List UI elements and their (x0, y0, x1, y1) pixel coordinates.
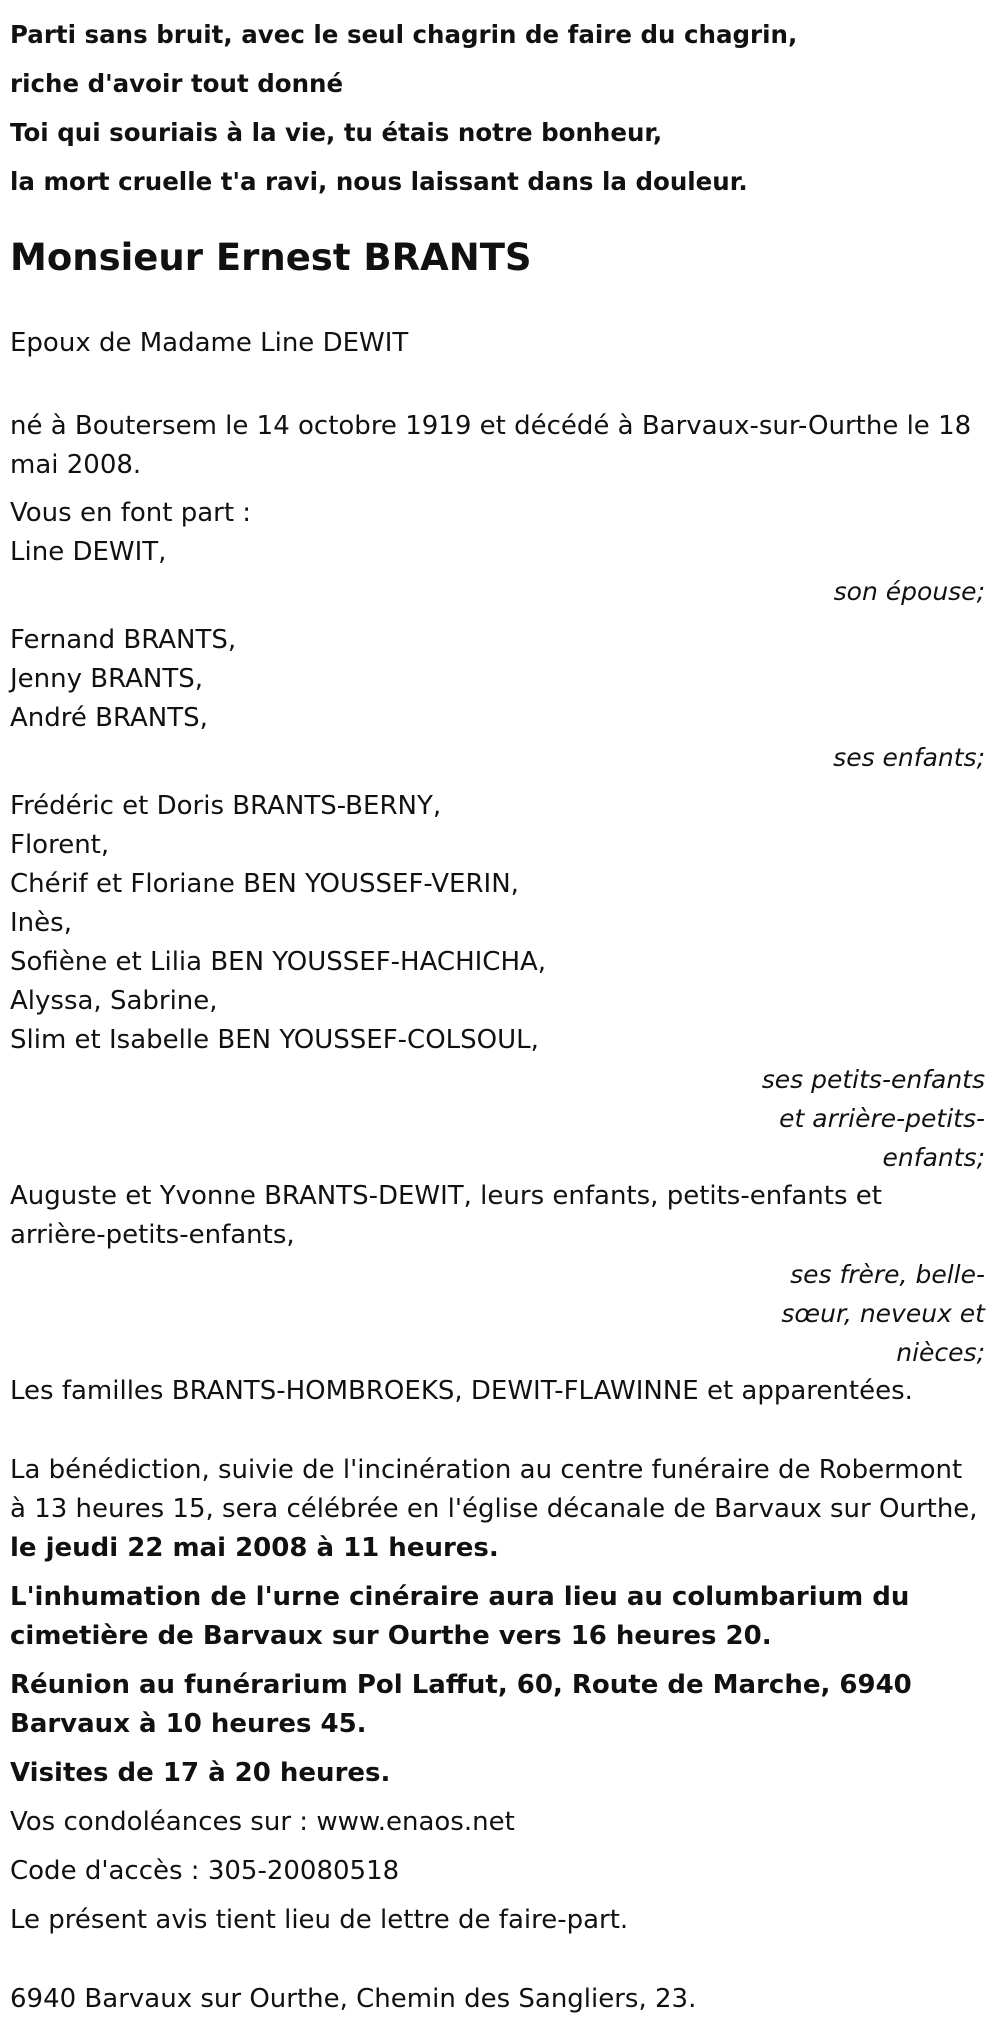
family-role: ses petits-enfants et arrière-petits-enfants; (761, 1065, 985, 1172)
address: 6940 Barvaux sur Ourthe, Chemin des Sangliers, 23. (10, 1984, 697, 2014)
notice-text: Le présent avis tient lieu de lettre de faire-part. (10, 1905, 629, 1935)
ceremony-info (10, 1451, 985, 1940)
family-name: Line DEWIT, (10, 537, 167, 567)
family-group-spouse (10, 533, 985, 611)
family-name: Inès, (10, 908, 72, 938)
access-code: Code d'accès : 305-20080518 (10, 1856, 400, 1886)
family-name: Florent, (10, 830, 110, 860)
deceased-name-title: Monsieur Ernest BRANTS (10, 236, 532, 279)
poem (10, 10, 985, 206)
announcement-intro: Vous en font part : (10, 498, 252, 528)
family-name: Frédéric et Doris BRANTS-BERNY, (10, 791, 442, 821)
family-group-children (10, 621, 985, 777)
reunion-text: Réunion au funérarium Pol Laffut, 60, Route de Marche, 6940 Barvaux à 10 heures 45. (10, 1670, 912, 1739)
poem-line-2: riche d'avoir tout donné (10, 69, 344, 98)
condolences-text: Vos condoléances sur : www.enaos.net (10, 1807, 515, 1837)
family-name: Fernand BRANTS, (10, 625, 237, 655)
obituary-notice (10, 10, 985, 2019)
family-name: André BRANTS, (10, 703, 208, 733)
family-group-siblings (10, 1177, 985, 1372)
family-name: Chérif et Floriane BEN YOUSSEF-VERIN, (10, 869, 519, 899)
family-name: Slim et Isabelle BEN YOUSSEF-COLSOUL, (10, 1025, 539, 1055)
family-name: Sofiène et Lilia BEN YOUSSEF-HACHICHA, (10, 947, 547, 977)
poem-line-1: Parti sans bruit, avec le seul chagrin de faire du chagrin, (10, 20, 798, 49)
family-name: Alyssa, Sabrine, (10, 986, 218, 1016)
poem-line-3: Toi qui souriais à la vie, tu étais notre bonheur, (10, 118, 663, 147)
ceremony-date: le jeudi 22 mai 2008 à 11 heures. (10, 1533, 499, 1563)
family-name: Jenny BRANTS, (10, 664, 204, 694)
families-line: Les familles BRANTS-HOMBROEKS, DEWIT-FLAWINNE et apparentées. (10, 1376, 913, 1406)
visits-text: Visites de 17 à 20 heures. (10, 1758, 391, 1788)
family-group-grandchildren (10, 787, 985, 1177)
family-role: son épouse; (833, 577, 985, 606)
family-name: Auguste et Yvonne BRANTS-DEWIT, leurs enfants, petits-enfants et arrière-petits-enfants, (10, 1181, 882, 1250)
birth-death-text: né à Boutersem le 14 octobre 1919 et décédé à Barvaux-sur-Ourthe le 18 mai 2008. (10, 411, 972, 480)
family-role: ses frère, belle-sœur, neveux et nièces; (781, 1260, 985, 1367)
family-role: ses enfants; (833, 743, 985, 772)
inhumation-text: L'inhumation de l'urne cinéraire aura lieu au columbarium du cimetière de Barvaux sur Ourthe vers 16 heures 20. (10, 1582, 910, 1651)
ceremony-text: La bénédiction, suivie de l'incinération au centre funéraire de Robermont à 13 heures 15, sera célébrée en l'église décanale de Barvaux sur Ourthe, (10, 1455, 978, 1524)
poem-line-4: la mort cruelle t'a ravi, nous laissant dans la douleur. (10, 167, 748, 196)
spouse-line: Epoux de Madame Line DEWIT (10, 328, 409, 358)
